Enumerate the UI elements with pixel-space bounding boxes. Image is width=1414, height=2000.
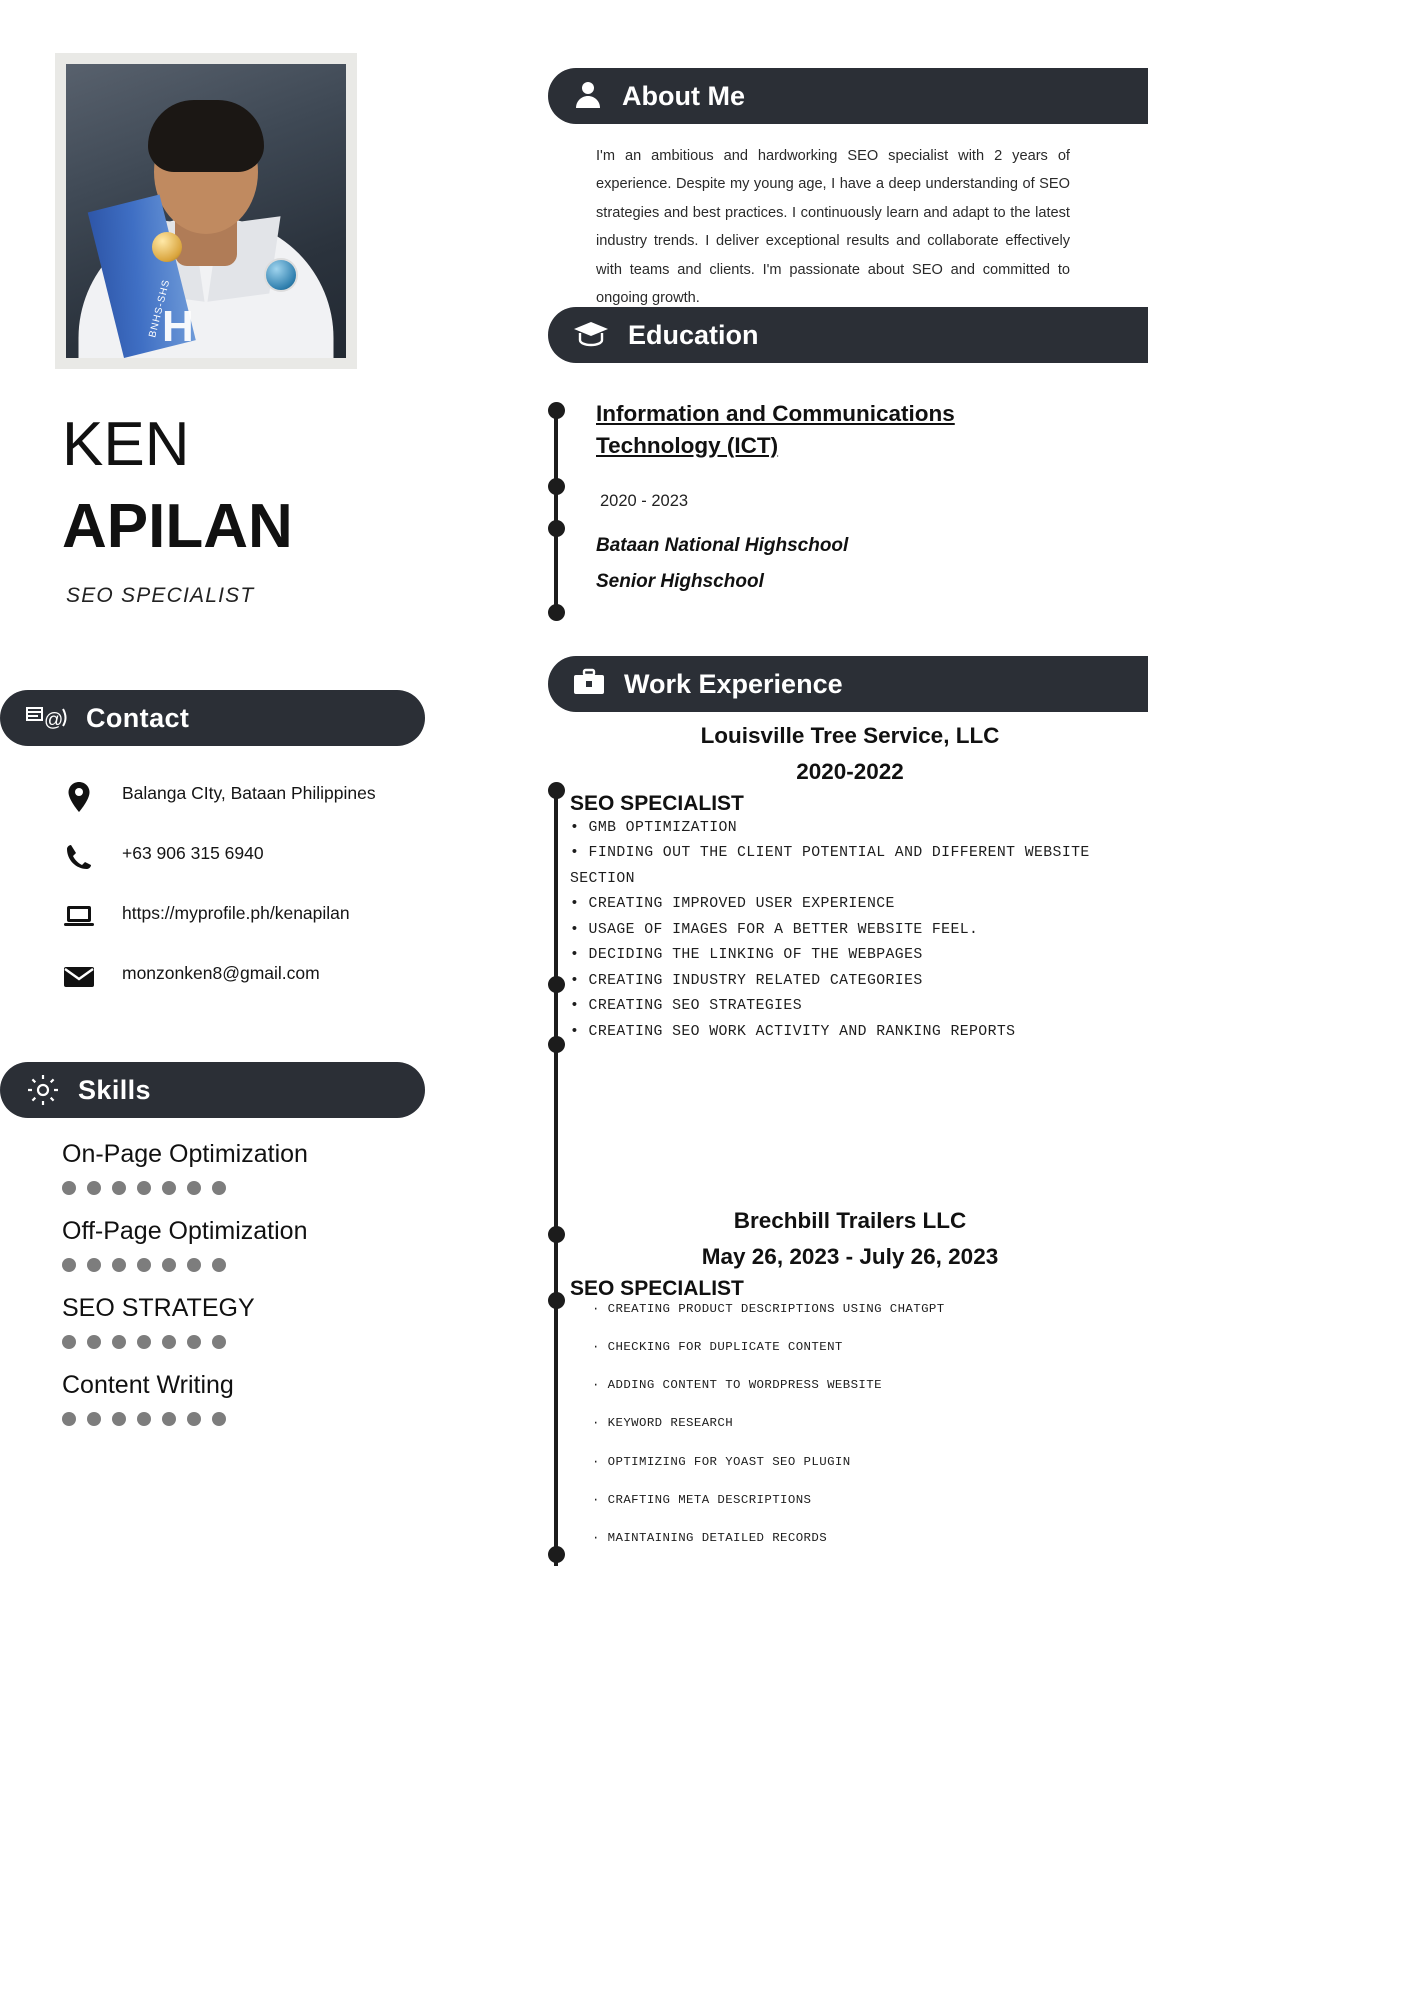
- job-bullet: · CREATING PRODUCT DESCRIPTIONS USING CHATGPT: [592, 1302, 945, 1316]
- job-bullet: · OPTIMIZING FOR YOAST SEO PLUGIN: [592, 1454, 851, 1469]
- svg-text:@: @: [44, 710, 64, 731]
- email-contact-icon: [26, 703, 68, 733]
- education-level: Senior Highschool: [596, 571, 764, 593]
- skills-list: [62, 1140, 492, 1448]
- photo-letter: H: [162, 302, 196, 351]
- contact-item-phone: [62, 840, 512, 874]
- work-heading: Work Experience: [624, 668, 843, 699]
- right-column: [540, 0, 1414, 2000]
- about-section-header: [548, 68, 1148, 124]
- gear-icon: [26, 1073, 60, 1107]
- job-bullets: [570, 816, 1130, 1045]
- about-text: I'm an ambitious and hardworking SEO specialist with 2 years of experience. Despite my young age, I have a deep understanding of SEO strategies and best practices. I continuously learn and adapt to the latest industry trends. I deliver exceptional results and collaborate effectively with teams and clients. I'm passionate about SEO and committed to ongoing growth.: [596, 148, 1070, 307]
- skill-level-dots: [62, 1258, 492, 1272]
- laptop-icon: [62, 900, 96, 934]
- graduation-cap-icon: [572, 318, 610, 353]
- education-heading: Education: [628, 319, 759, 350]
- job-dates: 2020-2022: [796, 759, 904, 784]
- contact-email-text[interactable]: monzonken8@gmail.com: [122, 963, 320, 983]
- phone-icon: [62, 840, 96, 874]
- job-role: SEO SPECIALIST: [570, 1277, 744, 1300]
- job-bullet: • DECIDING THE LINKING OF THE WEBPAGES: [570, 947, 923, 964]
- skill-item: [62, 1371, 492, 1426]
- education-degree: Information and Communications Technology (ICT): [596, 401, 955, 458]
- job-dates: May 26, 2023 - July 26, 2023: [701, 1244, 999, 1269]
- contact-item-location: [62, 780, 512, 814]
- skill-name: SEO STRATEGY: [62, 1294, 255, 1322]
- contact-item-website: [62, 900, 512, 934]
- job-bullets: [570, 1301, 1130, 1546]
- education-school-name: Bataan National Highschool: [596, 535, 849, 556]
- briefcase-icon: [572, 667, 606, 702]
- person-icon: [572, 78, 604, 115]
- job-bullet: • USAGE OF IMAGES FOR A BETTER WEBSITE FEEL.: [570, 921, 979, 938]
- skill-level-dots: [62, 1335, 492, 1349]
- skill-name: Content Writing: [62, 1371, 234, 1399]
- work-timeline: [554, 786, 558, 1566]
- contact-list: [62, 780, 512, 1020]
- contact-phone-text[interactable]: +63 906 315 6940: [122, 843, 264, 863]
- skill-level-dots: [62, 1181, 492, 1195]
- about-heading: About Me: [622, 80, 745, 111]
- job-bullet: · ADDING CONTENT TO WORDPRESS WEBSITE: [592, 1378, 882, 1393]
- job-bullet: • CREATING SEO WORK ACTIVITY AND RANKING REPORTS: [570, 1023, 1016, 1040]
- skill-item: [62, 1294, 492, 1349]
- profile-photo-frame: [55, 53, 357, 369]
- skills-heading: Skills: [78, 1074, 151, 1105]
- portrait-photo-icon: [66, 64, 346, 358]
- photo-sash-label: BNHS-SHS: [147, 278, 173, 339]
- job-bullet: • CREATING SEO STRATEGIES: [570, 998, 802, 1015]
- job-title: SEO SPECIALIST: [66, 584, 255, 607]
- work-job-2: [570, 1203, 1130, 1568]
- job-bullet: • CREATING INDUSTRY RELATED CATEGORIES: [570, 972, 923, 989]
- work-section-header: [548, 656, 1148, 712]
- job-bullet: · KEYWORD RESEARCH: [592, 1416, 734, 1431]
- contact-location-text: Balanga CIty, Bataan Philippines: [122, 783, 376, 803]
- job-role: SEO SPECIALIST: [570, 792, 744, 815]
- skill-item: [62, 1140, 492, 1195]
- location-pin-icon: [62, 780, 96, 814]
- first-name: KEN: [62, 410, 190, 479]
- job-bullet: • CREATING IMPROVED USER EXPERIENCE: [570, 896, 895, 913]
- skill-level-dots: [62, 1412, 492, 1426]
- job-company: Brechbill Trailers LLC: [733, 1208, 967, 1233]
- skill-name: On-Page Optimization: [62, 1140, 308, 1168]
- contact-heading: Contact: [86, 702, 190, 733]
- contact-section-header: [0, 690, 425, 746]
- skill-name: Off-Page Optimization: [62, 1217, 308, 1245]
- left-column: [0, 0, 540, 2000]
- job-bullet: • FINDING OUT THE CLIENT POTENTIAL AND DIFFERENT WEBSITE SECTION: [570, 845, 1090, 887]
- skill-item: [62, 1217, 492, 1272]
- envelope-icon: [62, 960, 96, 994]
- job-bullet: · CRAFTING META DESCRIPTIONS: [592, 1492, 812, 1507]
- job-bullet: · MAINTAINING DETAILED RECORDS: [592, 1530, 828, 1545]
- job-bullet: · CHECKING FOR DUPLICATE CONTENT: [592, 1340, 843, 1355]
- skills-section-header: [0, 1062, 425, 1118]
- contact-website-text[interactable]: https://myprofile.ph/kenapilan: [122, 903, 350, 923]
- contact-item-email: [62, 960, 512, 994]
- education-school: [596, 528, 848, 600]
- job-bullet: • GMB OPTIMIZATION: [570, 820, 738, 836]
- education-timeline: [554, 406, 558, 616]
- last-name: APILAN: [62, 492, 293, 561]
- education-section-header: [548, 307, 1148, 363]
- job-company: Louisville Tree Service, LLC: [700, 723, 1000, 748]
- work-job-1: [570, 718, 1130, 1045]
- education-years: 2020 - 2023: [600, 492, 689, 510]
